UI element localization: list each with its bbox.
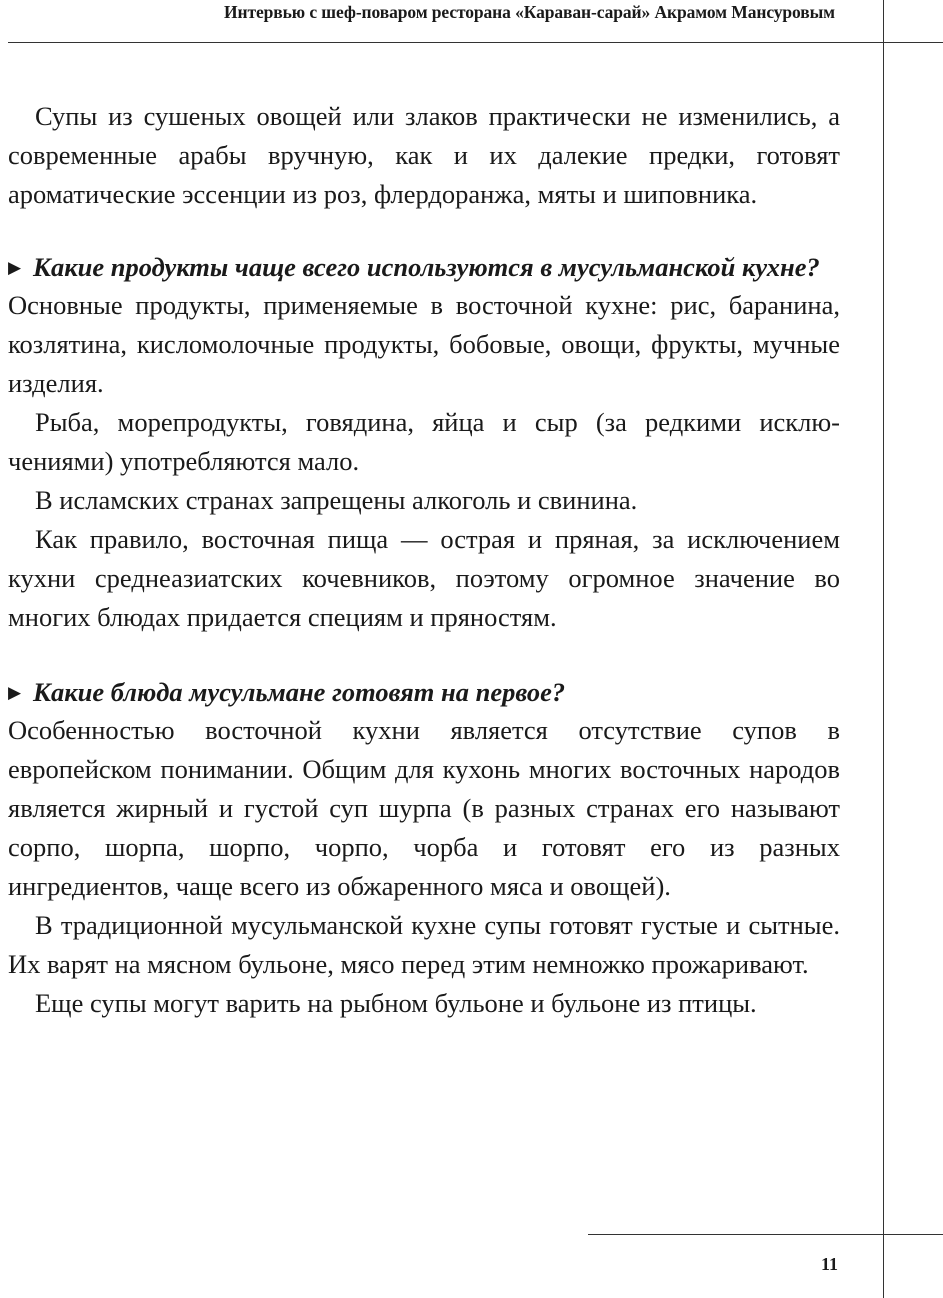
page-body: [8, 97, 840, 1023]
question-heading: [8, 249, 840, 286]
page-number: 11: [820, 1254, 838, 1274]
paragraph: Супы из сушеных овощей или злаков практически не изменились, а современные арабы вручную, как и их далекие предки, готовят ароматические эссенции из роз, флердоранжа, мяты и шиповника.: [8, 101, 840, 209]
margin-rule: [883, 0, 884, 1298]
paragraph: Рыба, морепродукты, говядина, яйца и сыр (за редкими исключениями) употребляются мало.: [8, 407, 840, 476]
running-header: Интервью с шеф-поваром ресторана «Караван-сарай» Акрамом Мансуровым: [223, 2, 835, 22]
question-text: Какие продукты чаще всего используются в мусульманской кухне?: [33, 252, 820, 282]
paragraph: В исламских странах запрещены алкоголь и свинина.: [35, 485, 638, 515]
paragraph: В традиционной мусульманской кухне супы готовят густые и сытные. Их варят на мясном бульоне, мясо перед этим немножко прожаривают.: [8, 910, 840, 979]
paragraph: Как правило, восточная пища — острая и пряная, за исключением кухни среднеазиатских кочевников, поэтому огромное значение во многих блюдах придается специям и пряностям.: [8, 524, 840, 632]
answer-paragraph: Особенностью восточной кухни является отсутствие супов в европейском понимании. Общим для кухонь многих восточных народов является жирный и густой суп шурпа (в разных странах его называют сорпо, шорпа, шорпо, чорпо, чорба и готовят его из разных ингредиентов, чаще всего из обжаренного мяса и овощей).: [8, 715, 840, 901]
triangle-right-icon: ▶: [8, 258, 22, 277]
question-text: Какие блюда мусульмане готовят на первое?: [33, 677, 566, 707]
answer-paragraph: Основные продукты, применяемые в восточной кухне: рис, баранина, козлятина, кисломолочные продукты, бобовые, овощи, фрукты, мучные изделия.: [8, 290, 840, 398]
triangle-right-icon: ▶: [8, 683, 22, 702]
question-heading: [8, 674, 840, 711]
header-rule: [8, 42, 943, 43]
footer-rule: [588, 1234, 943, 1235]
paragraph: Еще супы могут варить на рыбном бульоне и бульоне из птицы.: [35, 988, 757, 1018]
